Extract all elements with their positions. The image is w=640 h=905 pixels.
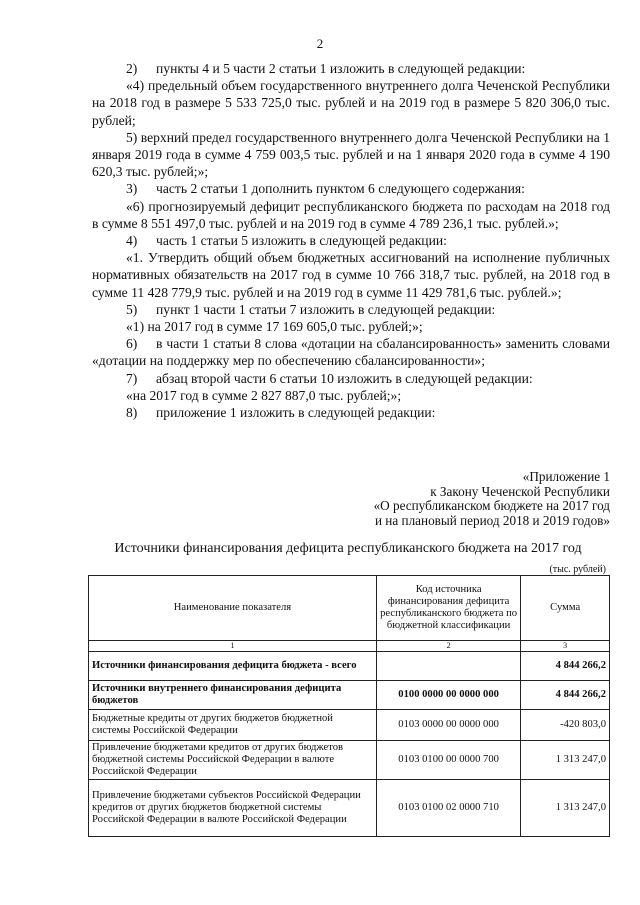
row-code: 0103 0000 00 0000 000 (376, 710, 520, 741)
table-row (89, 652, 610, 681)
item-number: 6) (126, 336, 138, 352)
item-number: 4) (126, 233, 138, 249)
paragraph-item-2 (92, 60, 610, 77)
paragraph-text: в части 1 статьи 8 слова «дотации на сбалансированность» заменить словами «дотации на поддержку мер по обеспечению сбалансированности»; (92, 336, 610, 369)
header-cell-sum: Сумма (521, 576, 610, 641)
paragraph-item-6 (92, 335, 610, 369)
item-number: 7) (126, 370, 138, 386)
row-name: Бюджетные кредиты от других бюджетов бюджетной системы Российской Федерации (89, 710, 377, 741)
paragraph-quote: «1. Утвердить общий объем бюджетных ассигнований на исполнение публичных нормативных обязательств на 2017 год в сумме 10 766 318,7 тыс. рублей, на 2018 год в сумме 11 428 779,9 тыс. рублей и на 2019 год в сумме 11 429 781,6 тыс. рублей.»; (92, 250, 610, 300)
row-sum: 4 844 266,2 (521, 652, 610, 681)
paragraph-quote: «на 2017 год в сумме 2 827 887,0 тыс. рублей;»; (126, 387, 402, 403)
appendix-line: «Приложение 1 (522, 469, 610, 484)
table-header-row (89, 576, 610, 641)
row-name: Привлечение бюджетами кредитов от других бюджетов бюджетной системы Российской Федерации в валюте Российской Федерации (89, 741, 377, 780)
column-number: 1 (89, 641, 377, 652)
table-units: (тыс. рублей) (549, 564, 606, 575)
page-number: 2 (316, 36, 324, 51)
paragraph-text: пункт 1 части 1 статьи 7 изложить в следующей редакции: (156, 301, 496, 317)
appendix-header (210, 470, 610, 528)
row-sum: 1 313 247,0 (521, 741, 610, 780)
item-number: 3) (126, 181, 138, 197)
paragraph-quote: 5) верхний предел государственного внутреннего долга Чеченской Республики на 1 января 2019 года в сумме 4 759 003,5 тыс. рублей и на 1 января 2020 года в сумме 4 190 620,3 тыс. рублей;»; (92, 129, 610, 180)
row-name: Источники финансирования дефицита бюджета - всего (89, 652, 377, 681)
paragraph-item-7 (92, 370, 610, 387)
paragraph-item-4 (92, 232, 610, 249)
column-number: 2 (376, 641, 520, 652)
table-row (89, 681, 610, 710)
row-sum: 1 313 247,0 (521, 780, 610, 837)
column-number: 3 (521, 641, 610, 652)
table-row (89, 780, 610, 837)
paragraph-item-3 (92, 180, 610, 197)
row-code: 0103 0100 00 0000 700 (376, 741, 520, 780)
item-number: 2) (126, 61, 138, 76)
row-code: 0103 0100 02 0000 710 (376, 780, 520, 837)
item-number: 8) (126, 405, 138, 421)
table-row (89, 710, 610, 741)
header-cell-code: Код источника финансирования дефицита республиканского бюджета по бюджетной классификации (376, 576, 520, 641)
paragraph-quote: «6) прогнозируемый дефицит республиканского бюджета по расходам на 2018 год в сумме 8 551 497,0 тыс. рублей и на 2019 год в сумме 4 789 236,1 тыс. рублей.»; (92, 198, 610, 231)
row-code: 0100 0000 00 0000 000 (376, 681, 520, 710)
row-sum: 4 844 266,2 (521, 681, 610, 710)
paragraph-item-8 (92, 404, 610, 421)
appendix-line: и на плановый период 2018 и 2019 годов» (374, 512, 610, 528)
header-cell-name: Наименование показателя (89, 576, 377, 641)
table-title: Источники финансирования дефицита республиканского бюджета на 2017 год (114, 541, 582, 556)
amendments-text (92, 60, 610, 421)
row-sum: -420 803,0 (521, 710, 610, 741)
row-name: Источники внутреннего финансирования дефицита бюджетов (89, 681, 377, 710)
paragraph-quote: «1) на 2017 год в сумме 17 169 605,0 тыс. рублей;»; (126, 319, 423, 335)
paragraph-text: часть 2 статьи 1 дополнить пунктом 6 следующего содержания: (156, 181, 525, 197)
item-number: 5) (126, 301, 138, 317)
paragraph-text: приложение 1 изложить в следующей редакции: (156, 405, 436, 421)
paragraph-item-5 (92, 301, 610, 318)
appendix-line: «О республиканском бюджете на 2017 год (373, 498, 610, 514)
paragraph-text: пункты 4 и 5 части 2 статьи 1 изложить в следующей редакции: (156, 61, 526, 76)
paragraph-text: абзац второй части 6 статьи 10 изложить в следующей редакции: (156, 370, 533, 386)
appendix-line: к Закону Чеченской Республики (430, 483, 610, 499)
table-row (89, 741, 610, 780)
row-code (376, 652, 520, 681)
column-number-row (89, 641, 610, 652)
financing-sources-table (88, 575, 610, 837)
paragraph-text: часть 1 статьи 5 изложить в следующей редакции: (156, 233, 447, 249)
paragraph-quote: «4) предельный объем государственного внутреннего долга Чеченской Республики на 2018 год в размере 5 533 725,0 тыс. рублей и на 2019 год в размере 5 820 306,0 тыс. рублей; (92, 78, 610, 128)
row-name: Привлечение бюджетами субъектов Российской Федерации кредитов от других бюджетов бюджетной системы Российской Федерации в валюте Российской Федерации (89, 780, 377, 837)
